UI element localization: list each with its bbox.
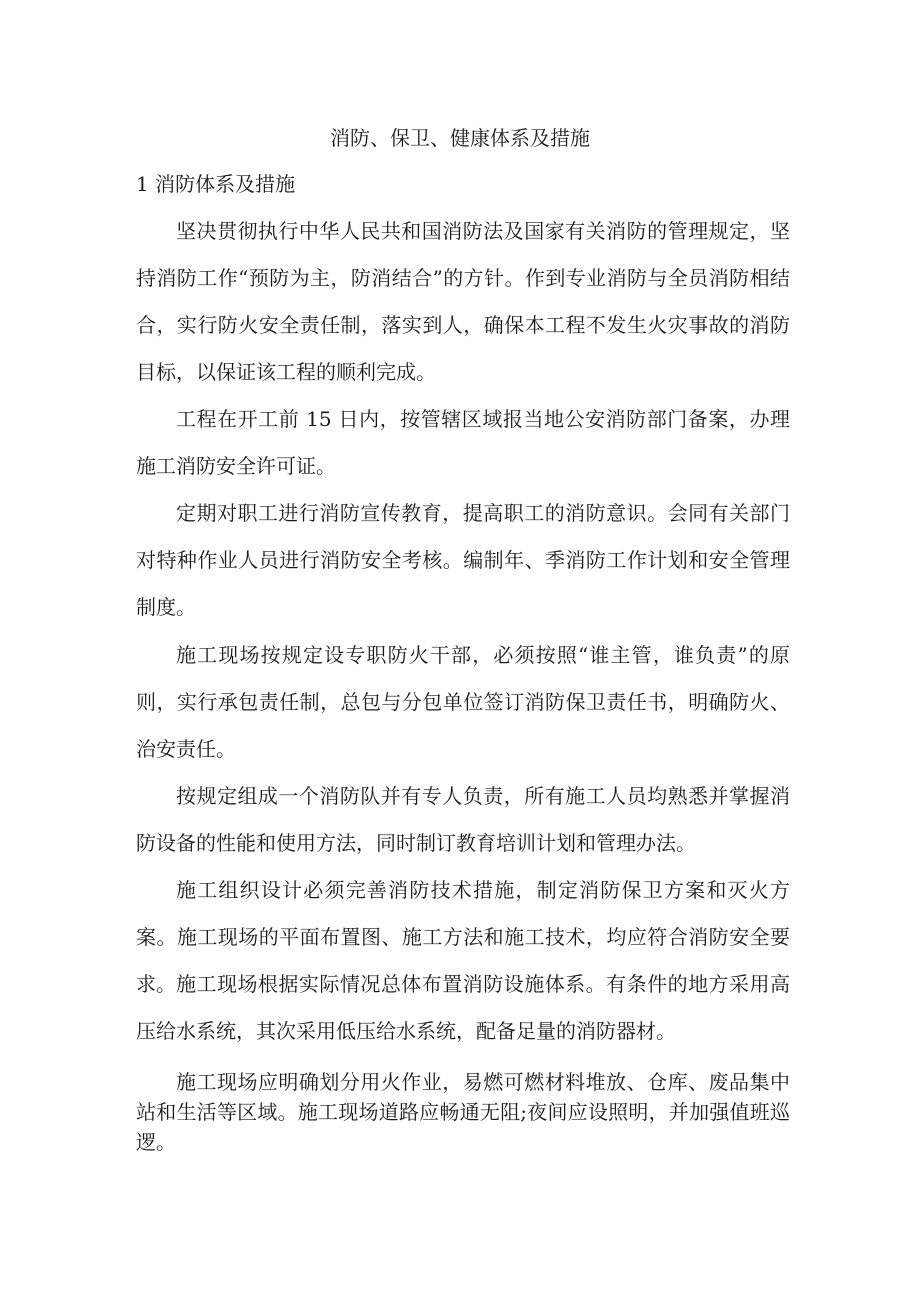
paragraph-7: 施工现场根据实际情况总体布置消防设施体系。有条件的地方采用高压给水系统，其次采用低压给水系统，配备足量的消防器材。: [136, 972, 790, 1043]
document-title: 消防、保卫、健康体系及措施: [330, 126, 590, 150]
paragraph-4: 施工现场按规定设专职防火干部，必须按照“谁主管，谁负责”的原则，实行承包责任制，总包与分包单位签订消防保卫责任书，明确防火、治安责任。: [136, 643, 790, 761]
paragraph-6: 施工组织设计必须完善消防技术措施，制定消防保卫方案和灭火方案。施工现场的平面布置图、施工方法和施工技术，均应符合消防安全要求。: [136, 878, 790, 996]
paragraph-8: 施工现场应明确划分用火作业，易燃可燃材料堆放、仓库、废品集中站和生活等区域。施工现场道路应畅通无阻;夜间应设照明，并加强值班巡逻。: [136, 1070, 790, 1154]
paragraph-1: 坚决贯彻执行中华人民共和国消防法及国家有关消防的管理规定，坚持消防工作“预防为主，防消结合”的方针。作到专业消防与全员消防相结合，实行防火安全责任制，落实到人，确保本工程不发生火灾事故的消防目标，以保证该工程的顺利完成。: [136, 219, 790, 384]
section-heading: 1 消防体系及措施: [136, 172, 296, 196]
paragraph-2: 工程在开工前 15 日内，按管辖区域报当地公安消防部门备案，办理施工消防安全许可证。: [136, 407, 790, 478]
paragraph-3: 定期对职工进行消防宣传教育，提高职工的消防意识。会同有关部门对特种作业人员进行消防安全考核。编制年、季消防工作计划和安全管理制度。: [136, 501, 790, 619]
paragraph-5: 按规定组成一个消防队并有专人负责，所有施工人员均熟悉并掌握消防设备的性能和使用方法，同时制订教育培训计划和管理办法。: [136, 784, 790, 855]
